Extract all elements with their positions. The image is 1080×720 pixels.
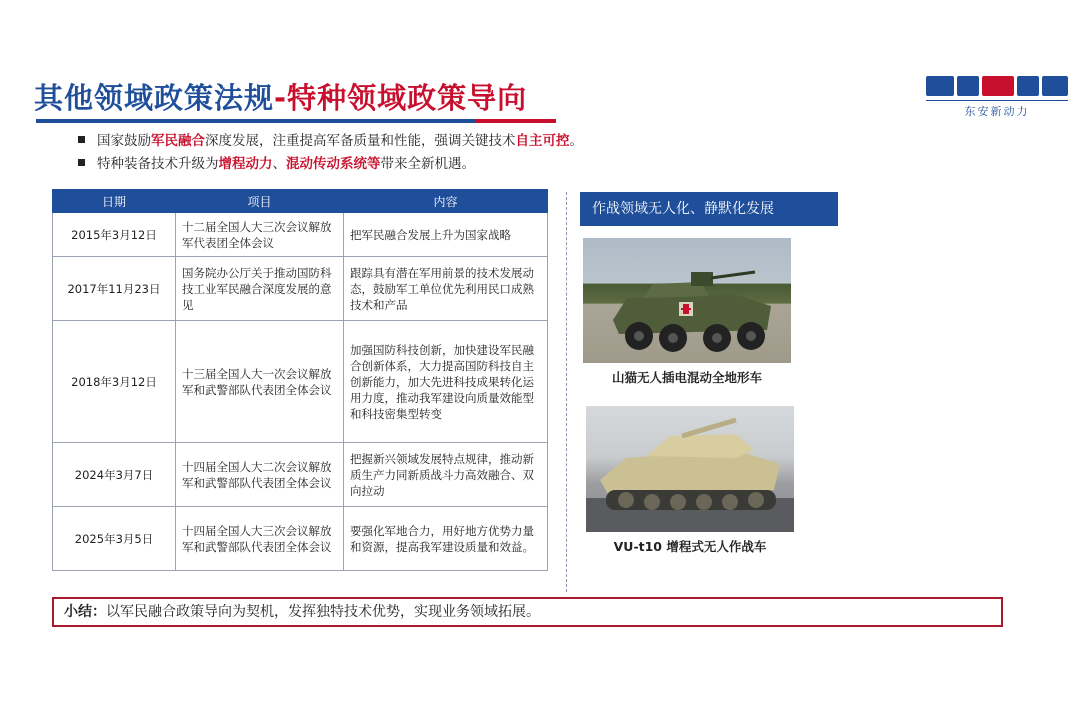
summary-text: 以军民融合政策导向为契机，发挥独特技术优势，实现业务领域拓展。	[106, 604, 540, 620]
logo-text: 东安新动力	[926, 100, 1068, 119]
cell-project: 十二届全国人大三次会议解放军代表团全体会议	[176, 213, 344, 257]
table-row	[53, 257, 548, 321]
caption-vu-t10: VU-t10 增程式无人作战车	[613, 539, 767, 554]
bullet-text: 、	[272, 156, 286, 172]
caption-lynx: 山猫无人插电混动全地形车	[611, 370, 762, 385]
bullet-item	[78, 153, 583, 176]
bullet-text: 。	[569, 133, 583, 149]
summary-label: 小结：	[64, 604, 106, 620]
cell-content: 跟踪具有潜在军用前景的技术发展动态，鼓励军工单位优先利用民口成熟技术和产品	[344, 257, 548, 321]
atv-vehicle-illustration	[583, 238, 791, 363]
cell-project: 国务院办公厅关于推动国防科技工业军民融合深度发展的意见	[176, 257, 344, 321]
header-project: 项目	[176, 190, 344, 213]
title-main: 其他领域政策法规	[34, 81, 275, 115]
cell-content: 要强化军地合力，用好地方优势力量和资源，提高我军建设质量和效益。	[344, 507, 548, 571]
summary-box	[52, 597, 1003, 627]
bullet-text: 深度发展，注重提高军备质量和性能，强调关键技术	[205, 133, 516, 149]
cell-date: 2018年3月12日	[53, 321, 176, 443]
cell-date: 2024年3月7日	[53, 443, 176, 507]
table-row	[53, 213, 548, 257]
table-row	[53, 443, 548, 507]
square-bullet-icon	[78, 159, 85, 166]
title-sub: 特种领域政策导向	[287, 81, 528, 115]
highlight-text: 自主可控	[515, 133, 570, 149]
bullet-text: 特种装备技术升级为	[97, 156, 219, 172]
square-bullet-icon	[78, 136, 85, 143]
highlight-text: 混动传动系统等	[286, 156, 381, 172]
header-content: 内容	[344, 190, 548, 213]
table-row	[53, 507, 548, 571]
highlight-text: 军民融合	[151, 133, 205, 149]
company-logo	[926, 76, 1068, 120]
bullet-item	[78, 130, 583, 153]
cell-project: 十三届全国人大一次会议解放军和武警部队代表团全体会议	[176, 321, 344, 443]
cell-project: 十四届全国人大二次会议解放军和武警部队代表团全体会议	[176, 443, 344, 507]
cell-date: 2025年3月5日	[53, 507, 176, 571]
title-separator: -	[274, 81, 288, 115]
cell-content: 把军民融合发展上升为国家战略	[344, 213, 548, 257]
cell-date: 2017年11月23日	[53, 257, 176, 321]
policy-table	[52, 189, 548, 571]
bullet-text: 带来全新机遇。	[380, 156, 475, 172]
bullet-list	[78, 130, 583, 176]
table-header-row	[53, 190, 548, 213]
cell-date: 2015年3月12日	[53, 213, 176, 257]
cell-content: 加强国防科技创新，加快建设军民融合创新体系，大力提高国防科技自主创新能力，加大先进科技成果转化运用力度，推动我军建设向质量效能型和科技密集型转变	[344, 321, 548, 443]
title-underline-blue	[36, 119, 476, 123]
header-date: 日期	[53, 190, 176, 213]
logo-mark	[926, 76, 1068, 96]
panel-divider	[566, 192, 567, 592]
slide-title	[34, 76, 527, 117]
cell-content: 把握新兴领域发展特点规律，推动新质生产力同新质战斗力高效融合、双向拉动	[344, 443, 548, 507]
vehicle-photo-lynx	[583, 238, 791, 363]
table-row	[53, 321, 548, 443]
vehicle-photo-vu-t10	[586, 406, 794, 532]
highlight-text: 增程动力	[218, 156, 273, 172]
cell-project: 十四届全国人大三次会议解放军和武警部队代表团全体会议	[176, 507, 344, 571]
title-underline-red	[476, 119, 556, 123]
side-panel-heading: 作战领域无人化、静默化发展	[580, 192, 838, 226]
tank-vehicle-illustration	[586, 406, 794, 532]
bullet-text: 国家鼓励	[97, 133, 151, 149]
